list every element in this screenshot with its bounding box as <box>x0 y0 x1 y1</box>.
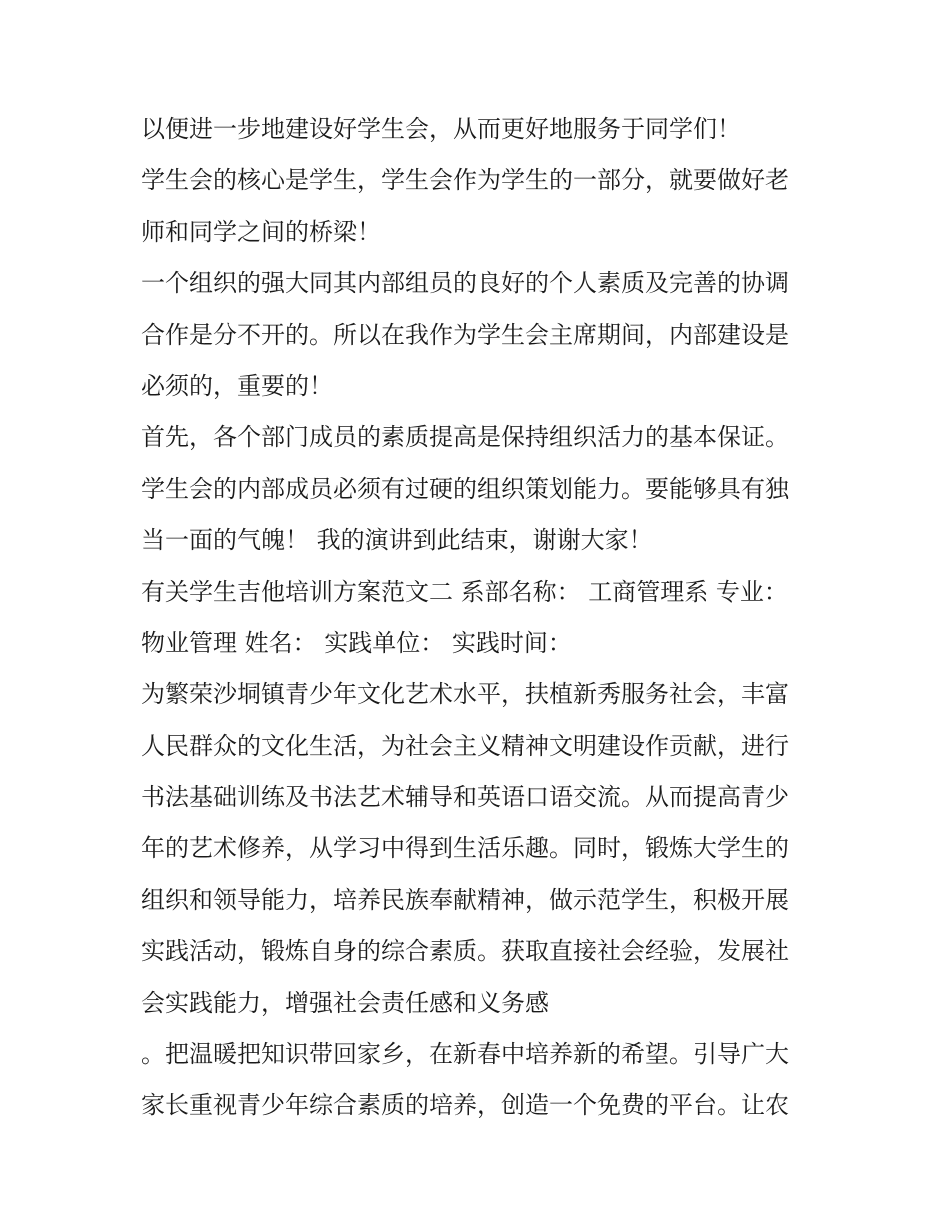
text-line-1: 以便进一步地建设好学生会，从而更好地服务于同学们！ <box>141 115 741 143</box>
text-line-16: 组织和领导能力，培养民族奉献精神，做示范学生，积极开展 <box>141 885 789 914</box>
text-line-9: 当一面的气魄！ 我的演讲到此结束，谢谢大家！ <box>141 526 653 555</box>
text-line-14: 书法基础训练及书法艺术辅导和英语口语交流。从而提高青少 <box>141 783 789 812</box>
document-body <box>141 104 821 1132</box>
text-line-15: 年的艺术修养，从学习中得到生活乐趣。同时，锻炼大学生的 <box>141 834 789 863</box>
text-line-12: 为繁荣沙垌镇青少年文化艺术水平，扶植新秀服务社会，丰富 <box>141 680 789 709</box>
text-line-6: 必须的，重要的！ <box>141 371 333 400</box>
text-line-4: 一个组织的强大同其内部组员的良好的个人素质及完善的协调 <box>141 269 789 298</box>
text-line-17: 实践活动，锻炼自身的综合素质。获取直接社会经验，发展社 <box>141 937 789 966</box>
text-line-2: 学生会的核心是学生，学生会作为学生的一部分，就要做好老 <box>141 166 789 195</box>
text-line-13: 人民群众的文化生活，为社会主义精神文明建设作贡献，进行 <box>141 731 789 760</box>
text-line-11: 物业管理 姓名： 实践单位： 实践时间： <box>141 628 572 657</box>
text-line-8: 学生会的内部成员必须有过硬的组织策划能力。要能够具有独 <box>141 474 789 503</box>
text-line-20: 家长重视青少年综合素质的培养，创造一个免费的平台。让农 <box>141 1091 789 1120</box>
text-line-5: 合作是分不开的。所以在我作为学生会主席期间，内部建设是 <box>141 320 789 349</box>
text-line-3: 师和同学之间的桥梁！ <box>141 217 381 246</box>
text-line-19: 。把温暖把知识带回家乡，在新春中培养新的希望。引导广大 <box>141 1040 789 1069</box>
text-line-10: 有关学生吉他培训方案范文二 系部名称： 工商管理系 专业： <box>141 577 788 606</box>
text-line-18: 会实践能力，增强社会责任感和义务感 <box>141 988 549 1017</box>
text-line-7: 首先，各个部门成员的素质提高是保持组织活力的基本保证。 <box>141 423 789 452</box>
